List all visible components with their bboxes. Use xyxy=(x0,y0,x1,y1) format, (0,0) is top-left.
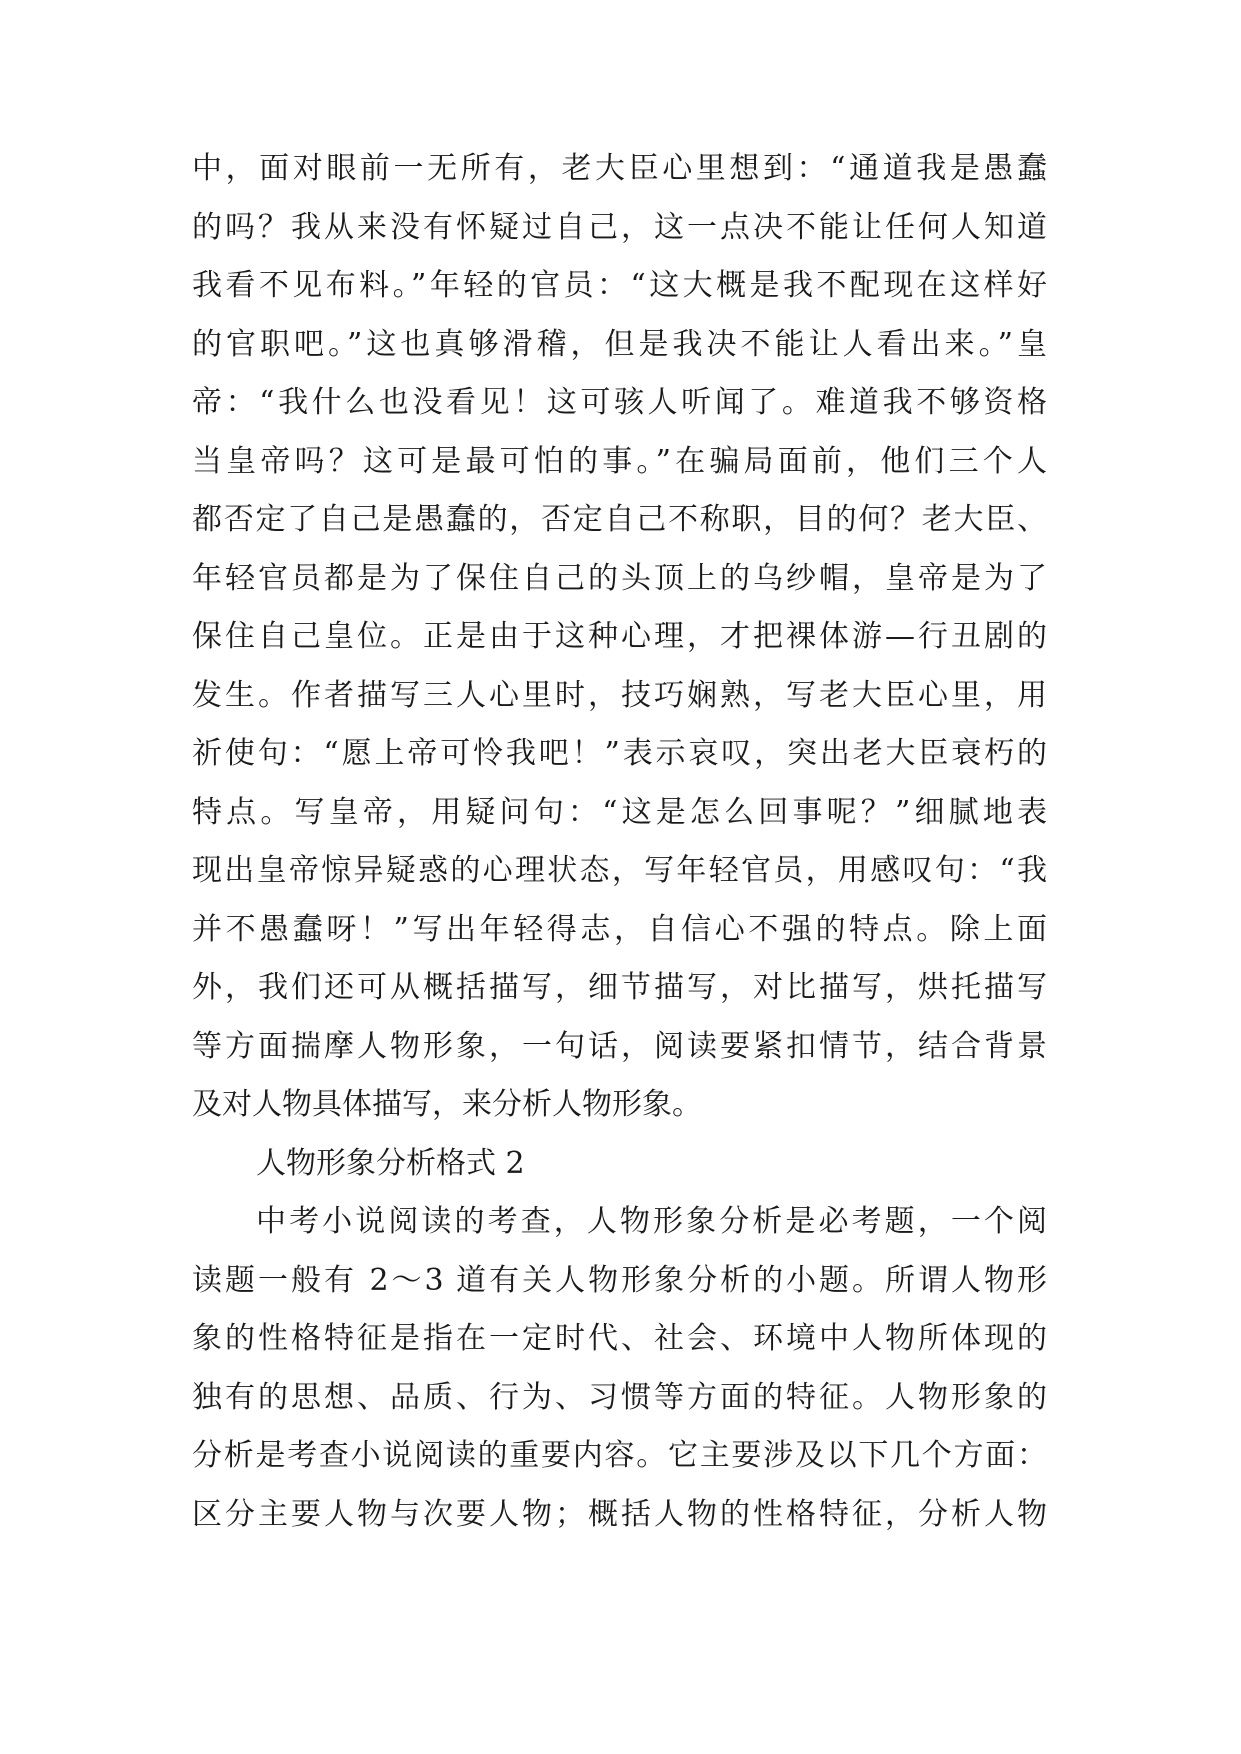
text-line: 象的性格特征是指在一定时代、社会、环境中人物所体现的 xyxy=(192,1321,1047,1356)
text-line: 帝：“我什么也没看见！这可骇人听闻了。难道我不够资格 xyxy=(192,385,1047,420)
paragraph-1 xyxy=(192,140,1047,1135)
text-line: 现出皇帝惊异疑惑的心理状态，写年轻官员，用感叹句：“我 xyxy=(192,853,1047,888)
text-line: 分析是考查小说阅读的重要内容。它主要涉及以下几个方面： xyxy=(192,1438,1047,1473)
text-line: 我看不见布料。”年轻的官员：“这大概是我不配现在这样好 xyxy=(192,268,1047,303)
text-line: 等方面揣摩人物形象，一句话，阅读要紧扣情节，结合背景 xyxy=(192,1028,1047,1064)
text-line: 并不愚蠢呀！”写出年轻得志，自信心不强的特点。除上面 xyxy=(192,911,1047,947)
text-line: 区分主要人物与次要人物；概括人物的性格特征，分析人物 xyxy=(192,1496,1047,1532)
text-line: 的吗？我从来没有怀疑过自己，这一点决不能让任何人知道 xyxy=(192,209,1047,245)
text-line: 年轻官员都是为了保住自己的头顶上的乌纱帽，皇帝是为了 xyxy=(192,560,1047,596)
text-line: 当皇帝吗？这可是最可怕的事。”在骗局面前，他们三个人 xyxy=(192,443,1047,479)
text-line: 中，面对眼前一无所有，老大臣心里想到：“通道我是愚蠢 xyxy=(192,151,1047,186)
text-line: 读题一般有 2～3 道有关人物形象分析的小题。所谓人物形 xyxy=(192,1262,1047,1298)
section-heading: 人物形象分析格式 2 xyxy=(256,1145,525,1181)
text-line: 独有的思想、品质、行为、习惯等方面的特征。人物形象的 xyxy=(192,1379,1047,1415)
paragraph-2 xyxy=(192,1193,1047,1544)
text-line: 祈使句：“愿上帝可怜我吧！”表示哀叹，突出老大臣衰朽的 xyxy=(192,736,1047,771)
text-line: 的官职吧。”这也真够滑稽，但是我决不能让人看出来。”皇 xyxy=(192,326,1047,362)
text-line: 中考小说阅读的考查，人物形象分析是必考题，一个阅 xyxy=(256,1204,1047,1239)
body-text xyxy=(192,140,1047,1544)
text-line: 特点。写皇帝，用疑问句：“这是怎么回事呢？”细腻地表 xyxy=(192,794,1047,830)
text-line: 外，我们还可从概括描写，细节描写，对比描写，烘托描写 xyxy=(192,970,1047,1005)
text-line: 发生。作者描写三人心里时，技巧娴熟，写老大臣心里，用 xyxy=(192,677,1047,713)
text-line: 及对人物具体描写，来分析人物形象。 xyxy=(192,1087,702,1122)
text-line: 都否定了自己是愚蠢的，否定自己不称职，目的何？老大臣、 xyxy=(192,502,1047,537)
text-line: 保住自己皇位。正是由于这种心理，才把裸体游—行丑剧的 xyxy=(192,619,1047,654)
